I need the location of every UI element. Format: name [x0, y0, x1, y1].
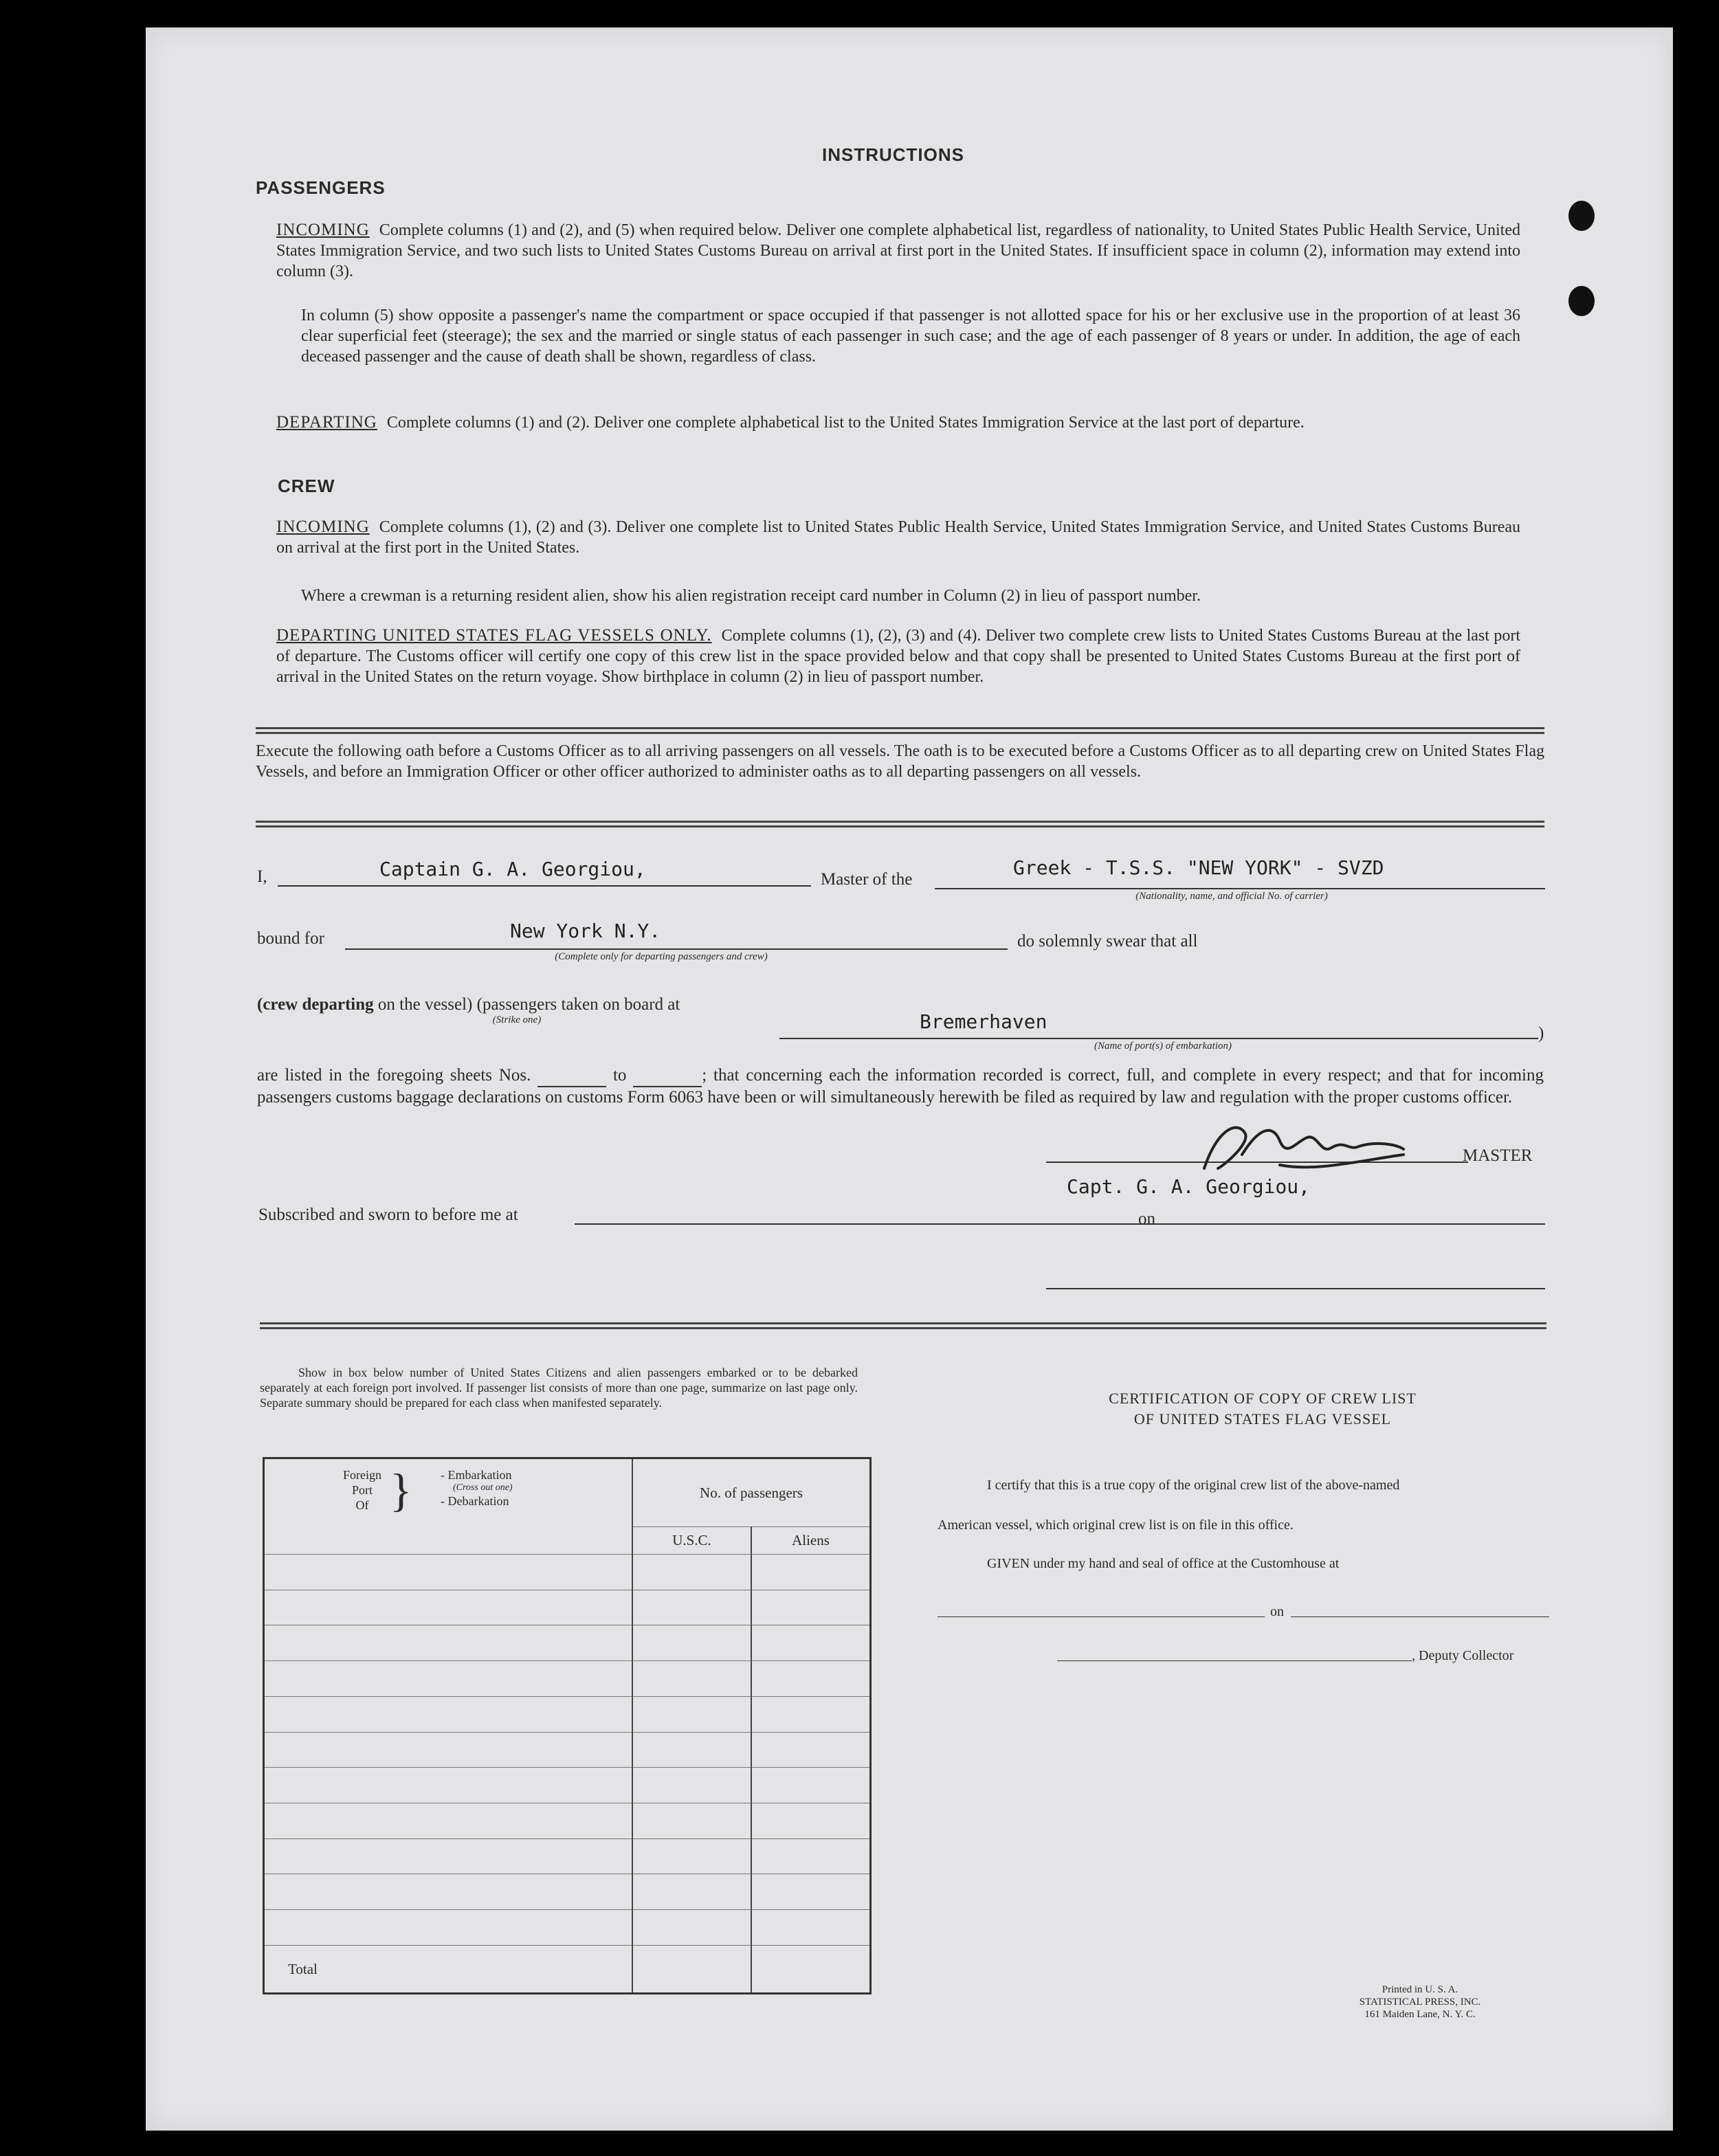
table-row: [264, 1910, 871, 1946]
table-row: [264, 1661, 871, 1697]
oath-intro: Execute the following oath before a Customs Officer as to all arriving passengers on all vessels. The oath is to be executed before a Customs Officer as to all departing crew on United States Flag Vessels, and before an Immigration Officer or other officer authorized to administer oaths as to all departing passengers on all vessels.: [256, 742, 1544, 781]
bound-for-line: [345, 948, 1008, 950]
passengers-taken-label: (passengers taken on board at: [476, 995, 680, 1014]
port-label-1: Foreign: [343, 1468, 381, 1482]
total-label: Total: [264, 1946, 633, 1994]
printer-imprint: [1331, 1983, 1509, 2021]
certification-title-2: OF UNITED STATES FLAG VESSEL: [1133, 1410, 1392, 1427]
departing-text: Complete columns (1) and (2). Deliver one complete alphabetical list to the United States Immigration Service at the last port of departure.: [386, 414, 1305, 432]
debarkation-label: - Debarkation: [441, 1494, 509, 1508]
printer-line-2: STATISTICAL PRESS, INC.: [1359, 1997, 1481, 2008]
embark-caption: (Name of port(s) of embarkation): [1094, 1041, 1232, 1052]
cross-out-label: (Cross out one): [453, 1482, 513, 1493]
vessel-line: [935, 888, 1545, 889]
table-row: [264, 1768, 871, 1803]
crew-incoming-lead: INCOMING: [276, 518, 370, 536]
bound-for-value: New York N.Y.: [510, 920, 661, 942]
departing-lead: DEPARTING: [276, 413, 377, 432]
port-label-2: Port: [351, 1483, 373, 1497]
given-line: GIVEN under my hand and seal of office at the Customhouse at: [987, 1556, 1340, 1571]
master-label: MASTER: [1463, 1146, 1533, 1165]
document-page: [146, 27, 1673, 2131]
table-row: [264, 1590, 871, 1625]
certification-title-1: CERTIFICATION OF COPY OF CREW LIST: [1109, 1390, 1417, 1407]
crewman-paragraph: Where a crewman is a returning resident alien, show his alien registration receipt card number in Column (2) in lieu of passport number.: [301, 587, 1201, 605]
usc-header: U.S.C.: [632, 1527, 751, 1555]
vessel-value: Greek - T.S.S. "NEW YORK" - SVZD: [1013, 856, 1384, 879]
listed-text-b: ; that concerning each the information recorded is correct, full, and complete in every respect; and that for incoming passengers customs baggage declarations on customs Form 6063 have been or will simultaneously herewith be filed as required by law and regulation with the proper customs officer.: [257, 1066, 1544, 1107]
punch-hole-bottom: [1568, 286, 1595, 316]
table-row: [264, 1874, 871, 1910]
instructions-title: INSTRUCTIONS: [822, 144, 964, 165]
subscribed-on-line: [1156, 1223, 1545, 1225]
embark-port-value: Bremerhaven: [920, 1010, 1047, 1033]
strike-caption: (Strike one): [492, 1014, 542, 1025]
incoming-lead: INCOMING: [276, 221, 370, 239]
strike-one-group: [257, 995, 680, 1014]
departing-us-lead: DEPARTING UNITED STATES FLAG VESSELS ONLY.: [276, 626, 712, 645]
table-row: [264, 1555, 871, 1590]
sheet-to-blank: [633, 1065, 702, 1087]
close-paren: ): [1538, 1024, 1544, 1043]
departing-us-flag-paragraph: [276, 625, 1520, 687]
column5-paragraph: In column (5) show opposite a passenger's name the compartment or space occupied if that passenger is not allotted space for his or her exclusive use in the proportion of at least 36 clear superficial feet (steerage); the sex and the married or single status of each passenger in such case; and the age of each passenger of 8 years or under. In addition, the age of each deceased passenger and the cause of death shall be shown, regardless of class.: [301, 307, 1520, 366]
crew-departing-label: (crew departing: [257, 995, 374, 1014]
embark-port-line: [779, 1038, 1538, 1039]
master-name-value: Captain G. A. Georgiou,: [379, 858, 646, 880]
crew-heading: CREW: [278, 476, 335, 496]
subscribed-label: Subscribed and sworn to before me at: [258, 1205, 518, 1224]
table-row: [264, 1803, 871, 1839]
embarkation-label: - Embarkation: [441, 1468, 512, 1482]
summary-intro: Show in box below number of United States Citizens and alien passengers embarked or to be debarked separately at each foreign port involved. If passenger list consists of more than one page, summarize on last page only. Separate summary should be prepared for each class when manifested separately.: [260, 1366, 858, 1410]
deputy-collector-label: , Deputy Collector: [1412, 1648, 1514, 1663]
aliens-header: Aliens: [751, 1527, 871, 1555]
incoming-text: Complete columns (1) and (2), and (5) when required below. Deliver one complete alphabetical list, regardless of nationality, to United States Public Health Service, United States Immigration Service, and two such lists to United States Customs Bureau on arrival at first port in the United States. If insufficient space in column (2), information may extend into column (3).: [276, 221, 1520, 280]
divider-2: [256, 821, 1544, 827]
certify-line-2: American vessel, which original crew list is on file in this office.: [938, 1518, 1294, 1533]
sheet-from-blank: [537, 1065, 606, 1087]
certification-title: [1025, 1388, 1500, 1430]
master-name-line: [278, 885, 811, 887]
table-row: [264, 1696, 871, 1732]
punch-hole-top: [1568, 201, 1595, 231]
officer-signature-line: [1046, 1288, 1545, 1289]
crew-incoming-text: Complete columns (1), (2) and (3). Deliver one complete list to United States Public Health Service, United States Immigration Service, and United States Customs Bureau on arrival at the first port in the United States.: [276, 518, 1520, 557]
deputy-collector-line: [1057, 1660, 1412, 1661]
port-label-3: Of: [355, 1498, 369, 1512]
divider-1: [256, 727, 1544, 734]
passengers-incoming-paragraph: [276, 220, 1520, 282]
no-passengers-header: No. of passengers: [632, 1458, 871, 1527]
swear-text: do solemnly swear that all: [1017, 932, 1198, 951]
subscribed-on-label: on: [1138, 1210, 1155, 1228]
bound-for-label: bound for: [257, 929, 324, 948]
customhouse-line: [938, 1616, 1265, 1617]
departing-us-text: Complete columns (1), (2), (3) and (4). Deliver two complete crew lists to United States Customs Bureau at the last port of departure. The Customs officer will certify one copy of this crew list in the space provided below and that copy shall be presented to United States Customs Bureau at the first port of arrival in the United States on the return voyage. Show birthplace in column (2) in lieu of passport number.: [276, 627, 1521, 686]
crew-incoming-paragraph: [276, 517, 1520, 558]
passengers-heading: PASSENGERS: [256, 177, 386, 198]
printer-line-1: Printed in U. S. A.: [1382, 1984, 1459, 1995]
listed-text-a: are listed in the foregoing sheets Nos.: [257, 1066, 531, 1085]
certification-on-line: [1291, 1616, 1549, 1617]
listed-text-to: to: [612, 1066, 627, 1085]
certify-line-1: I certify that this is a true copy of the original crew list of the above-named: [987, 1478, 1400, 1493]
table-row: [264, 1732, 871, 1768]
master-of-label: Master of the: [821, 870, 913, 889]
vessel-caption: (Nationality, name, and official No. of carrier): [1135, 891, 1328, 902]
certification-on-label: on: [1270, 1604, 1284, 1619]
bound-for-caption: (Complete only for departing passengers and crew): [555, 951, 768, 962]
divider-3: [260, 1322, 1546, 1329]
table-row: [264, 1625, 871, 1661]
i-label: I,: [257, 867, 267, 886]
brace-icon: }: [390, 1464, 412, 1516]
passengers-departing-paragraph: [276, 412, 1520, 433]
total-row: [264, 1946, 871, 1994]
passenger-summary-table: [263, 1457, 872, 1994]
typed-signature: Capt. G. A. Georgiou,: [1067, 1175, 1311, 1198]
table-row: [264, 1838, 871, 1874]
on-vessel-label: on the vessel): [377, 995, 473, 1014]
printer-line-3: 161 Maiden Lane, N. Y. C.: [1364, 2009, 1476, 2020]
port-header-cell: [264, 1458, 633, 1555]
listed-paragraph: [257, 1065, 1544, 1108]
